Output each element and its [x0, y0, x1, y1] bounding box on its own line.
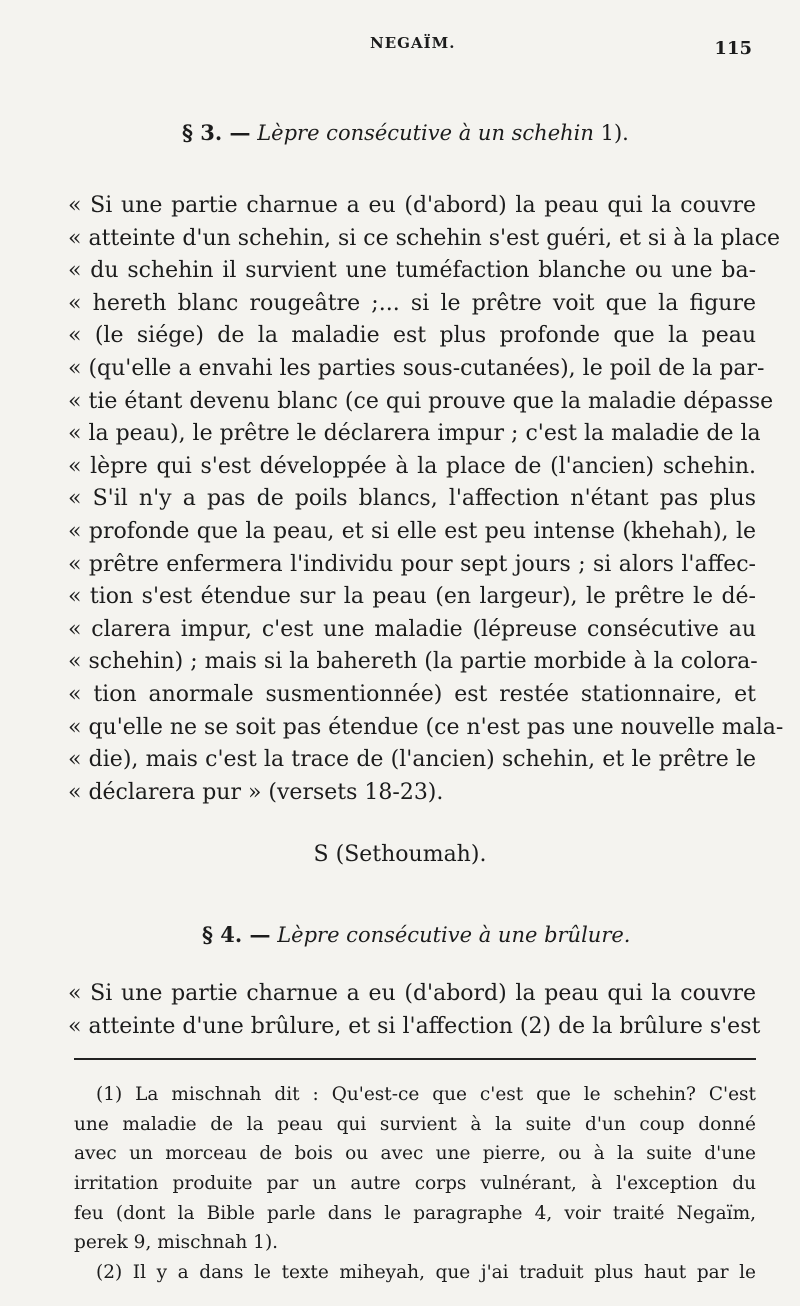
text-line: « prêtre enfermera l'individu pour sept jours ; si alors l'affec- — [68, 551, 756, 577]
running-header — [0, 34, 800, 64]
footnote-rule — [74, 1058, 756, 1060]
footnote-line: irritation produite par un autre corps vulnérant, à l'exception du — [74, 1173, 756, 1195]
text-line: « atteinte d'un schehin, si ce schehin s'est guéri, et si à la place — [68, 225, 781, 251]
signature-line: S (Sethoumah). — [313, 842, 487, 867]
section-3-title: Lèpre consécutive à un schehin — [257, 121, 594, 145]
page-number: 115 — [714, 38, 752, 59]
text-line: « atteinte d'une brûlure, et si l'affection (2) de la brûlure s'est — [68, 1013, 761, 1039]
footnotes — [74, 1080, 756, 1288]
text-line: « Si une partie charnue a eu (d'abord) la peau qui la couvre — [68, 981, 756, 1006]
text-line: « la peau), le prêtre le déclarera impur ; c'est la maladie de la — [68, 421, 761, 447]
text-line: « tion s'est étendue sur la peau (en largeur), le prêtre le dé- — [68, 584, 756, 610]
text-line: « du schehin il survient une tuméfaction blanche ou une ba- — [68, 258, 756, 284]
footnote-line: avec un morceau de bois ou avec une pierre, ou à la suite d'une — [74, 1143, 756, 1165]
text-line: « schehin) ; mais si la bahereth (la partie morbide à la colora- — [68, 649, 758, 675]
running-title: NEGAÏM. — [370, 34, 456, 52]
section-3-body — [68, 190, 784, 809]
text-line: « qu'elle ne se soit pas étendue (ce n'est pas une nouvelle mala- — [68, 714, 784, 740]
section-3-note-ref: 1). — [600, 121, 629, 145]
text-line: « (qu'elle a envahi les parties sous-cutanées), le poil de la par- — [68, 355, 765, 381]
text-line: « Si une partie charnue a eu (d'abord) la peau qui la couvre — [68, 193, 756, 218]
section-3-number: § 3. — — [182, 120, 251, 145]
footnote-line: (1) La mischnah dit : Qu'est-ce que c'est que le schehin? C'est — [96, 1084, 756, 1105]
footnote-line: (2) Il y a dans le texte miheyah, que j'ai traduit plus haut par le — [96, 1262, 756, 1284]
text-line: « (le siége) de la maladie est plus profonde que la peau — [68, 323, 756, 349]
text-line: « tie étant devenu blanc (ce qui prouve que la maladie dépasse — [68, 388, 774, 414]
footnote-line: perek 9, mischnah 1). — [74, 1232, 279, 1254]
footnote-line: feu (dont la Bible parle dans le paragraphe 4, voir traité Negaïm, — [74, 1202, 756, 1224]
section-4-body — [68, 978, 761, 1043]
text-line: « lèpre qui s'est développée à la place de (l'ancien) schehin. — [68, 453, 756, 479]
footnote-line: une maladie de la peau qui survient à la suite d'un coup donné — [74, 1113, 756, 1135]
text-line: « die), mais c'est la trace de (l'ancien) schehin, et le prêtre le — [68, 747, 756, 773]
text-line: « S'il n'y a pas de poils blancs, l'affection n'étant pas plus — [68, 486, 756, 512]
section-4-number: § 4. — — [202, 922, 271, 947]
text-line: « déclarera pur » (versets 18-23). — [68, 779, 444, 805]
text-line: « tion anormale susmentionnée) est restée stationnaire, et — [68, 681, 756, 707]
text-line: « hereth blanc rougeâtre ;... si le prêtre voit que la figure — [68, 290, 756, 316]
text-line: « clarera impur, c'est une maladie (lépreuse consécutive au — [68, 616, 756, 642]
section-4-title: Lèpre consécutive à une brûlure. — [277, 923, 631, 947]
text-line: « profonde que la peau, et si elle est peu intense (khehah), le — [68, 518, 756, 544]
